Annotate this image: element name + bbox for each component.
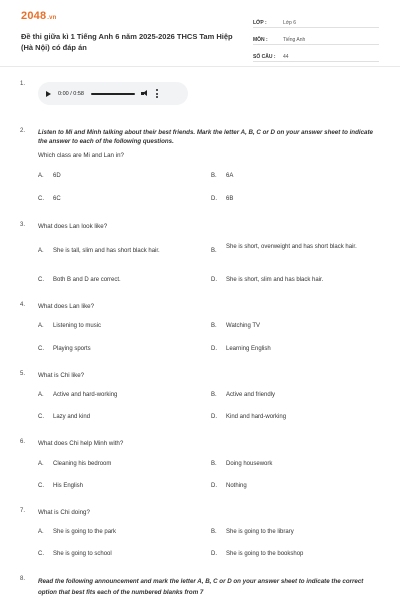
exam-meta xyxy=(253,15,379,66)
question-number: 8. xyxy=(20,576,26,582)
option-text: She is going to the bookshop xyxy=(226,551,304,557)
question-text: What is Chi doing? xyxy=(38,509,90,516)
option-letter: C. xyxy=(38,277,44,283)
option-d[interactable] xyxy=(211,276,323,285)
option-letter: B. xyxy=(211,173,217,179)
option-c[interactable] xyxy=(38,413,90,422)
option-a[interactable] xyxy=(38,528,116,537)
option-text: Both B and D are correct. xyxy=(53,277,121,283)
option-text: Listening to music xyxy=(53,323,102,329)
header-divider xyxy=(0,66,400,67)
question-text: What is Chi like? xyxy=(38,372,85,379)
option-letter: B. xyxy=(211,392,217,398)
option-b[interactable] xyxy=(211,322,260,331)
option-letter: C. xyxy=(38,414,44,420)
question-number: 4. xyxy=(20,302,26,308)
option-c[interactable] xyxy=(38,482,83,491)
option-letter: C. xyxy=(38,346,44,352)
option-letter: C. xyxy=(38,483,44,489)
option-letter: D. xyxy=(211,551,217,557)
audio-player[interactable] xyxy=(38,82,188,105)
option-text: 6A xyxy=(226,173,234,179)
option-d[interactable] xyxy=(211,550,303,559)
question-text: What does Lan like? xyxy=(38,303,95,310)
option-letter: B. xyxy=(211,248,217,254)
question-instruction: Listen to Mi and Minh talking about their best friends. Mark the letter A, B, C or D on your answer sheet to indicate the answer to each of the following questions. xyxy=(38,129,373,145)
logo-text: 2048 xyxy=(21,10,47,22)
option-a[interactable] xyxy=(38,322,101,331)
option-letter: C. xyxy=(38,196,44,202)
meta-value: 44 xyxy=(283,54,289,60)
option-letter: D. xyxy=(211,414,217,420)
option-d[interactable] xyxy=(211,482,247,491)
option-text: She is going to the park xyxy=(53,529,117,535)
option-text: 6C xyxy=(53,196,61,202)
option-letter: B. xyxy=(211,323,217,329)
page-header xyxy=(0,0,400,66)
logo-suffix: .vn xyxy=(47,15,57,21)
option-c[interactable] xyxy=(38,195,61,204)
option-text: 6B xyxy=(226,196,234,202)
option-text: Learning English xyxy=(226,346,271,352)
option-text: Active and hard-working xyxy=(53,392,118,398)
option-text: She is going to school xyxy=(53,551,112,557)
option-c[interactable] xyxy=(38,345,91,354)
question-text: What does Chi help Minh with? xyxy=(38,440,124,447)
option-text: She is short, overweight and has short black hair. xyxy=(226,244,357,250)
play-icon[interactable] xyxy=(46,91,51,97)
question-text: What does Lan look like? xyxy=(38,223,108,230)
option-b[interactable] xyxy=(211,172,233,181)
question-number: 1. xyxy=(20,81,26,87)
question-number: 5. xyxy=(20,371,26,377)
meta-row-class xyxy=(253,15,379,28)
volume-icon[interactable] xyxy=(141,90,150,98)
option-letter: A. xyxy=(38,529,44,535)
option-letter: A. xyxy=(38,248,44,254)
option-text: Playing sports xyxy=(53,346,91,352)
option-text: Kind and hard-working xyxy=(226,414,287,420)
question-instruction: Read the following announcement and mark the letter A, B, C or D on your answer sheet to indicate the correct option that best fits each of the numbered blanks from 7 xyxy=(38,578,364,596)
option-b[interactable] xyxy=(211,242,371,256)
question-number: 2. xyxy=(20,128,26,134)
option-c[interactable] xyxy=(38,276,121,285)
option-d[interactable] xyxy=(211,195,233,204)
question-number: 6. xyxy=(20,439,26,445)
option-text: His English xyxy=(53,483,84,489)
option-text: 6D xyxy=(53,173,61,179)
option-text: Nothing xyxy=(226,483,247,489)
option-a[interactable] xyxy=(38,391,117,400)
option-letter: A. xyxy=(38,173,44,179)
option-text: Cleaning his bedroom xyxy=(53,461,112,467)
option-letter: B. xyxy=(211,529,217,535)
meta-value: Tiếng Anh xyxy=(283,37,306,43)
audio-time: 0:00 / 0:58 xyxy=(58,90,84,97)
option-text: Lazy and kind xyxy=(53,414,91,420)
option-a[interactable] xyxy=(38,172,61,181)
site-logo[interactable] xyxy=(21,10,57,22)
option-a[interactable] xyxy=(38,460,111,469)
option-letter: D. xyxy=(211,483,217,489)
option-text: She is short, slim and has black hair. xyxy=(226,277,324,283)
meta-row-subject xyxy=(253,32,379,45)
option-a[interactable] xyxy=(38,247,160,256)
meta-key: LỚP : xyxy=(253,20,267,26)
option-text: She is tall, slim and has short black hair. xyxy=(53,248,160,254)
option-text: She is going to the library xyxy=(226,529,294,535)
option-text: Doing housework xyxy=(226,461,273,467)
option-letter: B. xyxy=(211,461,217,467)
meta-key: SỐ CÂU : xyxy=(253,54,276,60)
option-letter: D. xyxy=(211,346,217,352)
more-options-icon[interactable] xyxy=(156,89,158,97)
option-letter: A. xyxy=(38,323,44,329)
option-b[interactable] xyxy=(211,528,294,537)
option-d[interactable] xyxy=(211,345,271,354)
audio-progress-bar[interactable] xyxy=(91,93,135,95)
option-letter: D. xyxy=(211,196,217,202)
option-letter: A. xyxy=(38,392,44,398)
option-letter: A. xyxy=(38,461,44,467)
question-text: Which class are Mi and Lan in? xyxy=(38,152,124,159)
option-d[interactable] xyxy=(211,413,286,422)
question-number: 7. xyxy=(20,508,26,514)
option-text: Watching TV xyxy=(226,323,261,329)
question-number: 3. xyxy=(20,222,26,228)
option-letter: D. xyxy=(211,277,217,283)
page-title: Đề thi giữa kì 1 Tiếng Anh 6 năm 2025-2026 THCS Tam Hiệp (Hà Nội) có đáp án xyxy=(21,32,233,52)
option-letter: C. xyxy=(38,551,44,557)
meta-key: MÔN : xyxy=(253,37,268,43)
option-b[interactable] xyxy=(211,460,272,469)
option-c[interactable] xyxy=(38,550,112,559)
meta-row-count xyxy=(253,49,379,62)
option-text: Active and friendly xyxy=(226,392,276,398)
meta-value: Lớp 6 xyxy=(283,20,297,26)
option-b[interactable] xyxy=(211,391,275,400)
